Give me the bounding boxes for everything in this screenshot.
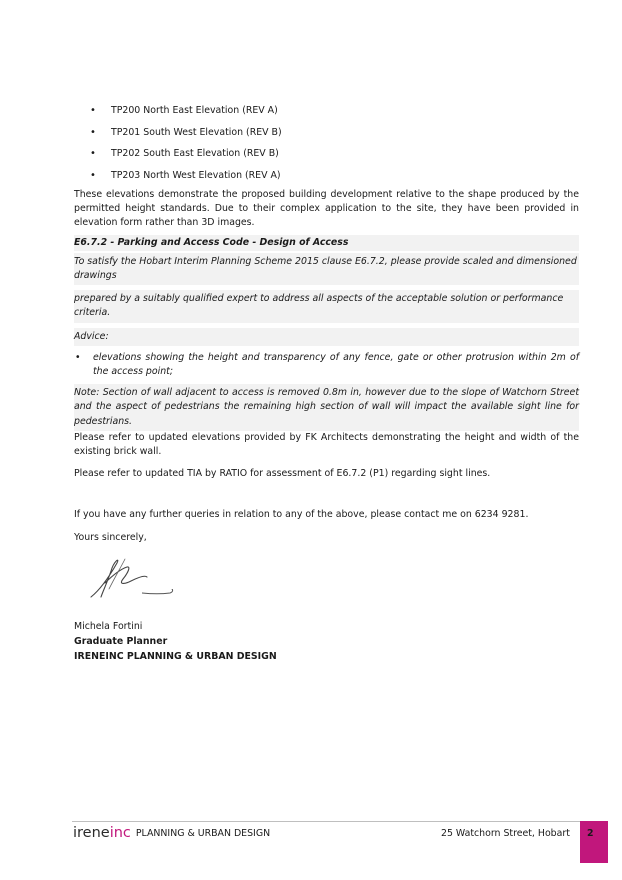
page-number-box xyxy=(580,821,608,863)
response-paragraph-1: Please refer to updated elevations provided by FK Architects demonstrating the height and width of the existing brick wall. xyxy=(74,431,579,458)
logo-subtitle: PLANNING & URBAN DESIGN xyxy=(135,828,271,839)
signatory-company: IRENEINC PLANNING & URBAN DESIGN xyxy=(74,651,277,662)
logo-irene: irene xyxy=(73,825,110,841)
elevations-paragraph: These elevations demonstrate the proposed building development relative to the shape produced by the permitted height standards. Due to their complex application to the site, they have been provided in elevation form rather than 3D images. xyxy=(74,189,579,229)
list-item: • TP201 South West Elevation (REV B) xyxy=(74,122,579,144)
signatory-name: Michela Fortini xyxy=(74,621,143,632)
drawing-list xyxy=(74,100,579,186)
footer-address: 25 Watchorn Street, Hobart xyxy=(441,828,570,839)
list-item: • TP200 North East Elevation (REV A) xyxy=(74,100,579,122)
logo-inc: inc xyxy=(109,825,131,841)
list-item: • TP202 South East Elevation (REV B) xyxy=(74,143,579,165)
advice-item-text: elevations showing the height and transparency of any fence, gate or other protrusion within 2m of the access point; xyxy=(93,351,579,378)
list-item: • TP203 North West Elevation (REV A) xyxy=(74,165,579,187)
advice-label: Advice: xyxy=(74,328,579,346)
signatory-title: Graduate Planner xyxy=(74,636,168,647)
request-line-2: prepared by a suitably qualified expert to address all aspects of the acceptable solution or performance criteria. xyxy=(74,290,579,322)
response-paragraph-2: Please refer to updated TIA by RATIO for assessment of E6.7.2 (P1) regarding sight lines. xyxy=(74,468,491,480)
bullet-icon: • xyxy=(75,351,81,363)
request-note: Note: Section of wall adjacent to access is removed 0.8m in, however due to the slope of Watchorn Street and the aspect of pedestrians the remaining high section of wall will impact the available sight line for pedestrians. xyxy=(74,384,579,431)
closing-queries: If you have any further queries in relation to any of the above, please contact me on 6234 9281. xyxy=(74,509,529,521)
signature-flourish xyxy=(142,589,174,596)
advice-item xyxy=(74,351,579,379)
signoff-block xyxy=(74,619,277,664)
letter-body xyxy=(74,100,579,545)
page-number: 2 xyxy=(587,828,594,839)
request-line-1: To satisfy the Hobart Interim Planning Scheme 2015 clause E6.7.2, please provide scaled and dimensioned drawings xyxy=(74,253,579,285)
request-heading: E6.7.2 - Parking and Access Code - Design of Access xyxy=(74,235,579,251)
closing-sincerely: Yours sincerely, xyxy=(74,531,147,543)
footer-logo xyxy=(73,822,270,845)
